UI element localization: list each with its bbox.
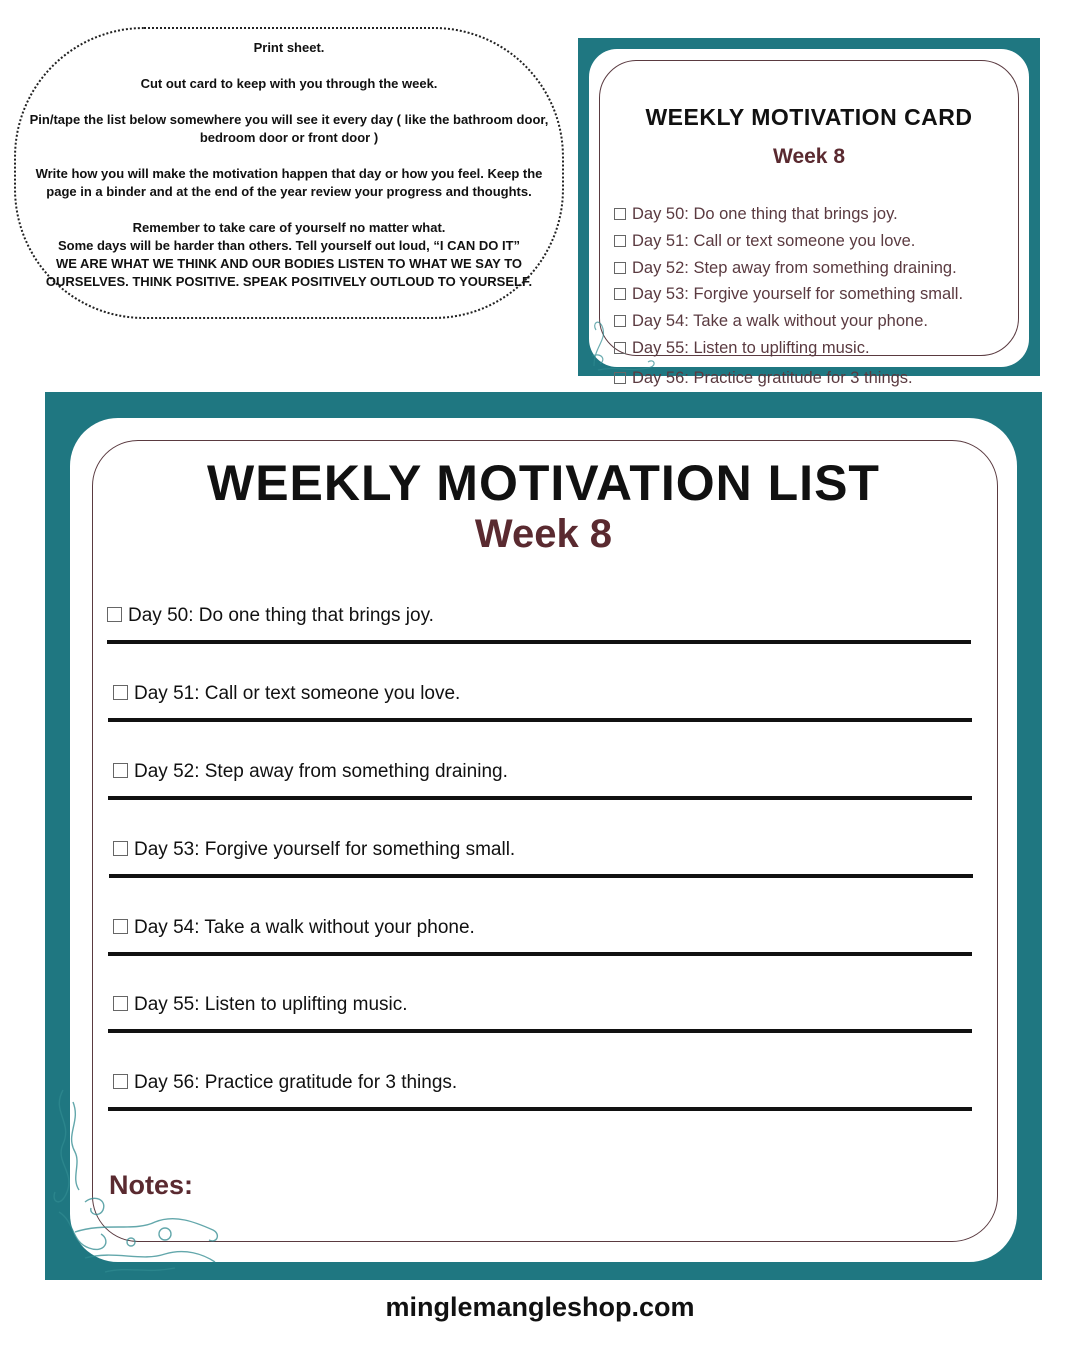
notes-label: Notes: xyxy=(109,1170,194,1200)
list-item xyxy=(108,1072,972,1111)
list-item-text: Day 56: Practice gratitude for 3 things. xyxy=(134,1072,458,1093)
card-list-item xyxy=(614,337,963,364)
checkbox-icon[interactable] xyxy=(614,342,626,354)
checkbox-icon[interactable] xyxy=(614,288,626,300)
list-item xyxy=(108,683,972,722)
checkbox-icon[interactable] xyxy=(113,685,128,700)
card-list xyxy=(614,203,963,394)
motivation-card xyxy=(578,38,1040,387)
checkbox-icon[interactable] xyxy=(107,607,122,622)
card-week-label: Week 8 xyxy=(773,145,845,168)
list-item xyxy=(109,839,973,878)
list-item-text: Day 54: Take a walk without your phone. xyxy=(134,917,475,938)
list-item-text: Day 51: Call or text someone you love. xyxy=(134,683,461,704)
card-item-text: Day 50: Do one thing that brings joy. xyxy=(632,205,898,223)
list-week-label: Week 8 xyxy=(474,512,613,556)
checkbox-icon[interactable] xyxy=(113,919,128,934)
list-item-text: Day 50: Do one thing that brings joy. xyxy=(128,605,434,626)
instructions-panel xyxy=(14,27,564,319)
card-item-text: Day 52: Step away from something draining. xyxy=(632,258,957,277)
instruction-remember: Remember to take care of yourself no matter what. xyxy=(132,220,446,235)
card-title: WEEKLY MOTIVATION CARD xyxy=(645,104,973,130)
checkbox-icon[interactable] xyxy=(614,372,626,384)
floral-swirl-icon xyxy=(45,1082,225,1280)
card-list-item xyxy=(614,230,963,257)
list-item xyxy=(108,917,972,956)
card-list-item xyxy=(614,367,963,394)
instruction-positive: WE ARE WHAT WE THINK AND OUR BODIES LISTEN TO WHAT WE SAY TO OURSELVES. THINK POSITIVE. SPEAK POSITIVELY OUTLOUD TO YOURSELF. xyxy=(45,256,533,289)
instruction-write: Write how you will make the motivation happen that day or how you feel. Keep the page in a binder and at the end of the year review your progress and thoughts. xyxy=(35,166,543,199)
list-title: WEEKLY MOTIVATION LIST xyxy=(207,455,880,511)
list-item xyxy=(108,761,972,800)
card-list-item xyxy=(614,283,963,310)
card-item-text: Day 53: Forgive yourself for something small. xyxy=(632,285,964,304)
instruction-cut: Cut out card to keep with you through the week. xyxy=(140,76,438,91)
card-item-text: Day 54: Take a walk without your phone. xyxy=(632,312,928,331)
motivation-list-sheet xyxy=(45,392,1042,1280)
list-item xyxy=(108,994,972,1033)
checkbox-icon[interactable] xyxy=(614,235,626,247)
card-list-item xyxy=(614,310,963,337)
checkbox-icon[interactable] xyxy=(113,996,128,1011)
checkbox-icon[interactable] xyxy=(614,315,626,327)
checkbox-icon[interactable] xyxy=(614,262,626,274)
list-item xyxy=(107,605,971,644)
card-item-text: Day 51: Call or text someone you love. xyxy=(632,231,916,250)
instruction-harder: Some days will be harder than others. Tell yourself out loud, “I CAN DO IT” xyxy=(57,238,521,253)
checkbox-icon[interactable] xyxy=(113,841,128,856)
card-item-text: Day 55: Listen to uplifting music. xyxy=(632,338,870,357)
checkbox-icon[interactable] xyxy=(113,763,128,778)
list-item-text: Day 55: Listen to uplifting music. xyxy=(134,994,408,1015)
instruction-print: Print sheet. xyxy=(253,40,325,55)
card-item-text: Day 56: Practice gratitude for 3 things. xyxy=(632,368,913,387)
list-item-text: Day 53: Forgive yourself for something small. xyxy=(134,839,516,860)
list-item-text: Day 52: Step away from something draining. xyxy=(134,761,508,782)
website-footer: minglemangleshop.com xyxy=(385,1292,695,1322)
instruction-pin: Pin/tape the list below somewhere you will see it every day ( like the bathroom door, bedroom door or front door ) xyxy=(29,112,549,145)
card-list-item xyxy=(614,203,963,230)
checkbox-icon[interactable] xyxy=(614,208,626,220)
card-list-item xyxy=(614,257,963,284)
